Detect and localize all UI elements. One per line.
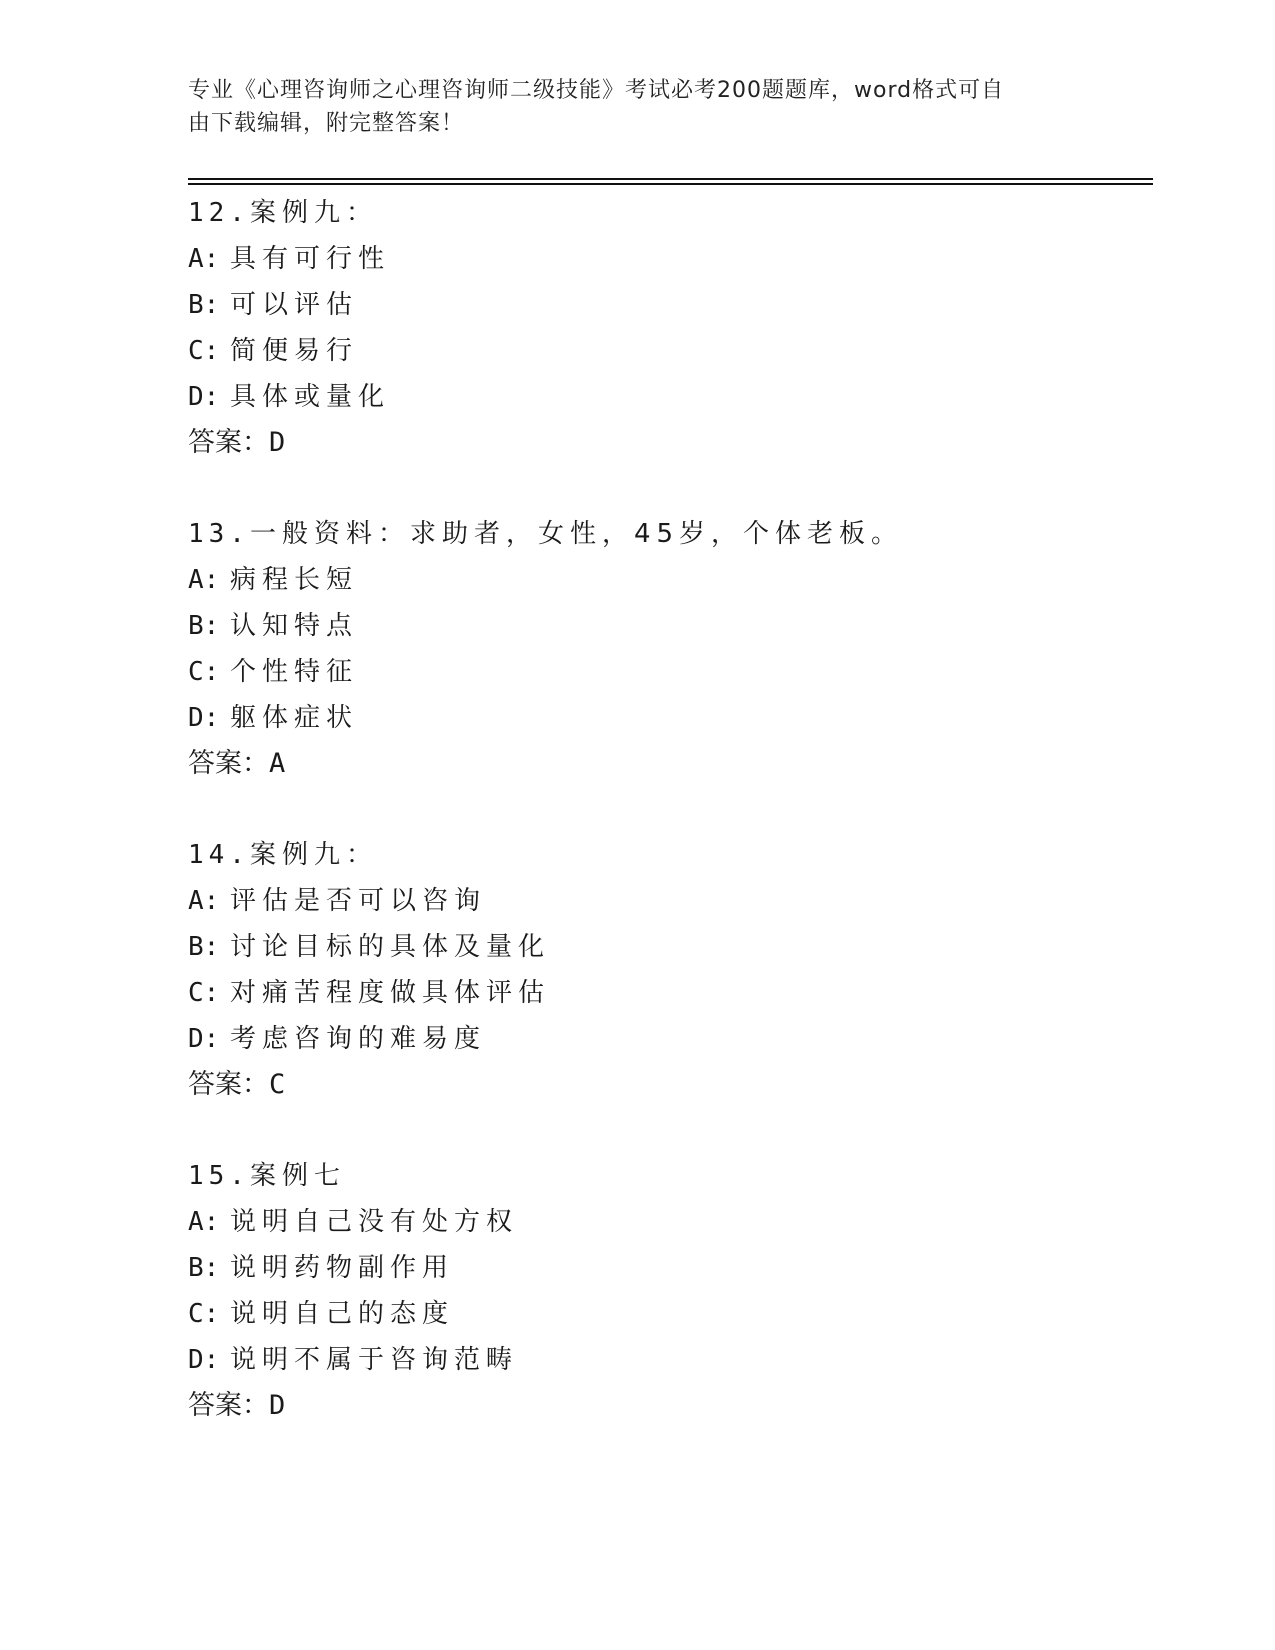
question-text: 案例九： (249, 198, 378, 228)
answer-value: D (269, 427, 286, 458)
option-text: 说明自己没有处方权 (230, 1207, 519, 1237)
header-divider-bottom (188, 183, 1153, 185)
answer-label: 答案： (188, 748, 269, 779)
option-text: 说明不属于咨询范畴 (230, 1345, 519, 1375)
answer-line (188, 1062, 1148, 1108)
question-number: 15. (188, 1161, 250, 1191)
option-letter: A: (188, 1207, 220, 1237)
option-b (188, 282, 1148, 328)
option-a (188, 1199, 1148, 1245)
header-divider-top (188, 178, 1153, 180)
answer-line (188, 741, 1148, 787)
option-c (188, 970, 1148, 1016)
answer-value: C (269, 1069, 286, 1100)
answer-label: 答案： (188, 1069, 269, 1100)
option-letter: B: (188, 1253, 220, 1283)
option-text: 对痛苦程度做具体评估 (230, 978, 551, 1008)
question-number: 13. (188, 519, 250, 549)
answer-line (188, 420, 1148, 466)
option-text: 具有可行性 (230, 244, 391, 274)
option-text: 可以评估 (230, 290, 359, 320)
option-d (188, 374, 1148, 420)
option-letter: C: (188, 1299, 220, 1329)
option-letter: B: (188, 290, 220, 320)
question-number: 12. (188, 198, 250, 228)
question-item (188, 1153, 1148, 1429)
option-letter: C: (188, 978, 220, 1008)
option-text: 考虑咨询的难易度 (230, 1024, 487, 1054)
option-letter: C: (188, 336, 220, 366)
option-c (188, 328, 1148, 374)
answer-label: 答案： (188, 427, 269, 458)
question-stem (188, 832, 1148, 878)
option-text: 说明自己的态度 (230, 1299, 455, 1329)
option-letter: A: (188, 244, 220, 274)
header-line-1: 专业《心理咨询师之心理咨询师二级技能》考试必考200题题库，word格式可自 (188, 78, 1005, 103)
question-list (188, 190, 1148, 1474)
question-item (188, 832, 1148, 1108)
option-b (188, 603, 1148, 649)
answer-label: 答案： (188, 1390, 269, 1421)
answer-value: D (269, 1390, 286, 1421)
option-letter: A: (188, 565, 220, 595)
option-d (188, 1016, 1148, 1062)
option-text: 个性特征 (230, 657, 359, 687)
option-letter: D: (188, 703, 220, 733)
option-text: 躯体症状 (230, 703, 359, 733)
option-a (188, 878, 1148, 924)
question-stem (188, 511, 1148, 557)
question-number: 14. (188, 840, 250, 870)
option-d (188, 695, 1148, 741)
question-item (188, 190, 1148, 466)
option-letter: D: (188, 1345, 220, 1375)
answer-line (188, 1383, 1148, 1429)
option-letter: D: (188, 382, 220, 412)
question-text: 一般资料：求助者，女性，45岁，个体老板。 (249, 519, 904, 549)
option-text: 简便易行 (230, 336, 359, 366)
header-line-2: 由下载编辑，附完整答案！ (188, 111, 465, 136)
option-c (188, 649, 1148, 695)
question-item (188, 511, 1148, 787)
question-stem (188, 1153, 1148, 1199)
option-text: 认知特点 (230, 611, 359, 641)
option-letter: A: (188, 886, 220, 916)
option-letter: B: (188, 932, 220, 962)
option-b (188, 924, 1148, 970)
option-text: 评估是否可以咨询 (230, 886, 487, 916)
option-d (188, 1337, 1148, 1383)
option-letter: C: (188, 657, 220, 687)
option-c (188, 1291, 1148, 1337)
option-a (188, 236, 1148, 282)
question-stem (188, 190, 1148, 236)
option-a (188, 557, 1148, 603)
answer-value: A (269, 748, 286, 779)
option-text: 说明药物副作用 (230, 1253, 455, 1283)
option-b (188, 1245, 1148, 1291)
option-text: 具体或量化 (230, 382, 391, 412)
option-letter: B: (188, 611, 220, 641)
option-letter: D: (188, 1024, 220, 1054)
question-text: 案例七 (249, 1161, 346, 1191)
option-text: 病程长短 (230, 565, 359, 595)
document-header-note (188, 74, 1068, 140)
option-text: 讨论目标的具体及量化 (230, 932, 551, 962)
question-text: 案例九： (249, 840, 378, 870)
